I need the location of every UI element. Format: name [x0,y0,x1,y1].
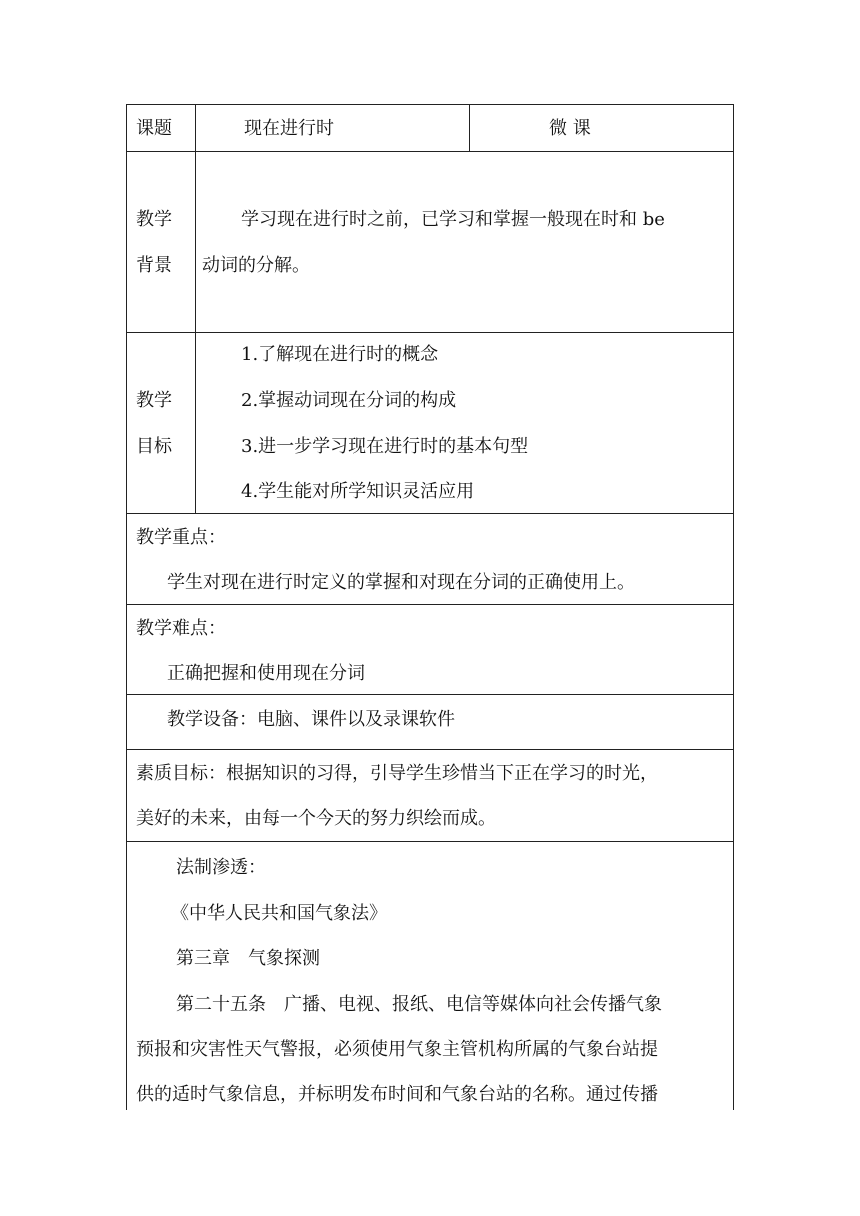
key-points-label: 教学重点： [136,527,226,548]
law-heading: 法制渗透： [176,857,266,878]
objectives-label-2: 目标 [136,436,172,457]
law-chapter: 第三章 气象探测 [176,948,320,969]
key-points-text: 学生对现在进行时定义的掌握和对现在分词的正确使用上。 [167,572,635,593]
background-label-1: 教学 [136,209,172,230]
header-row [127,105,733,152]
topic-value: 现在进行时 [244,118,334,139]
objectives-label-1: 教学 [136,390,172,411]
background-text-1: 学习现在进行时之前，已学习和掌握一般现在时和 be [241,209,665,230]
quality-text-1: 素质目标：根据知识的习得，引导学生珍惜当下正在学习的时光， [136,763,658,784]
quality-text-2: 美好的未来，由每一个今天的努力织绘而成。 [136,808,496,829]
background-row [127,152,733,333]
key-points-row [127,514,733,605]
difficulties-label: 教学难点： [136,618,226,639]
law-book-title: 《中华人民共和国气象法》 [171,903,387,924]
lesson-plan-table [126,104,734,1110]
quality-row [127,750,733,842]
topic-label: 课题 [136,118,172,139]
divider [469,105,470,151]
divider [195,105,196,151]
background-text-2: 动词的分解。 [202,255,310,276]
divider [195,333,196,513]
law-article-2: 预报和灾害性天气警报，必须使用气象主管机构所属的气象台站提 [136,1039,658,1060]
objectives-row [127,333,733,514]
objective-item: 2.掌握动词现在分词的构成 [241,390,457,411]
equipment-text: 教学设备：电脑、课件以及录课软件 [167,709,455,730]
law-row [127,842,733,1111]
equipment-row [127,695,733,750]
objective-item: 1.了解现在进行时的概念 [241,344,439,365]
lesson-type: 微 课 [549,118,591,139]
difficulties-row [127,605,733,695]
divider [195,152,196,332]
background-label-2: 背景 [136,255,172,276]
difficulties-text: 正确把握和使用现在分词 [167,663,365,684]
objective-item: 3.进一步学习现在进行时的基本句型 [241,436,529,457]
law-article-3: 供的适时气象信息，并标明发布时间和气象台站的名称。通过传播 [136,1084,658,1105]
law-article-1: 第二十五条 广播、电视、报纸、电信等媒体向社会传播气象 [176,994,662,1015]
objective-item: 4.学生能对所学知识灵活应用 [241,481,475,502]
